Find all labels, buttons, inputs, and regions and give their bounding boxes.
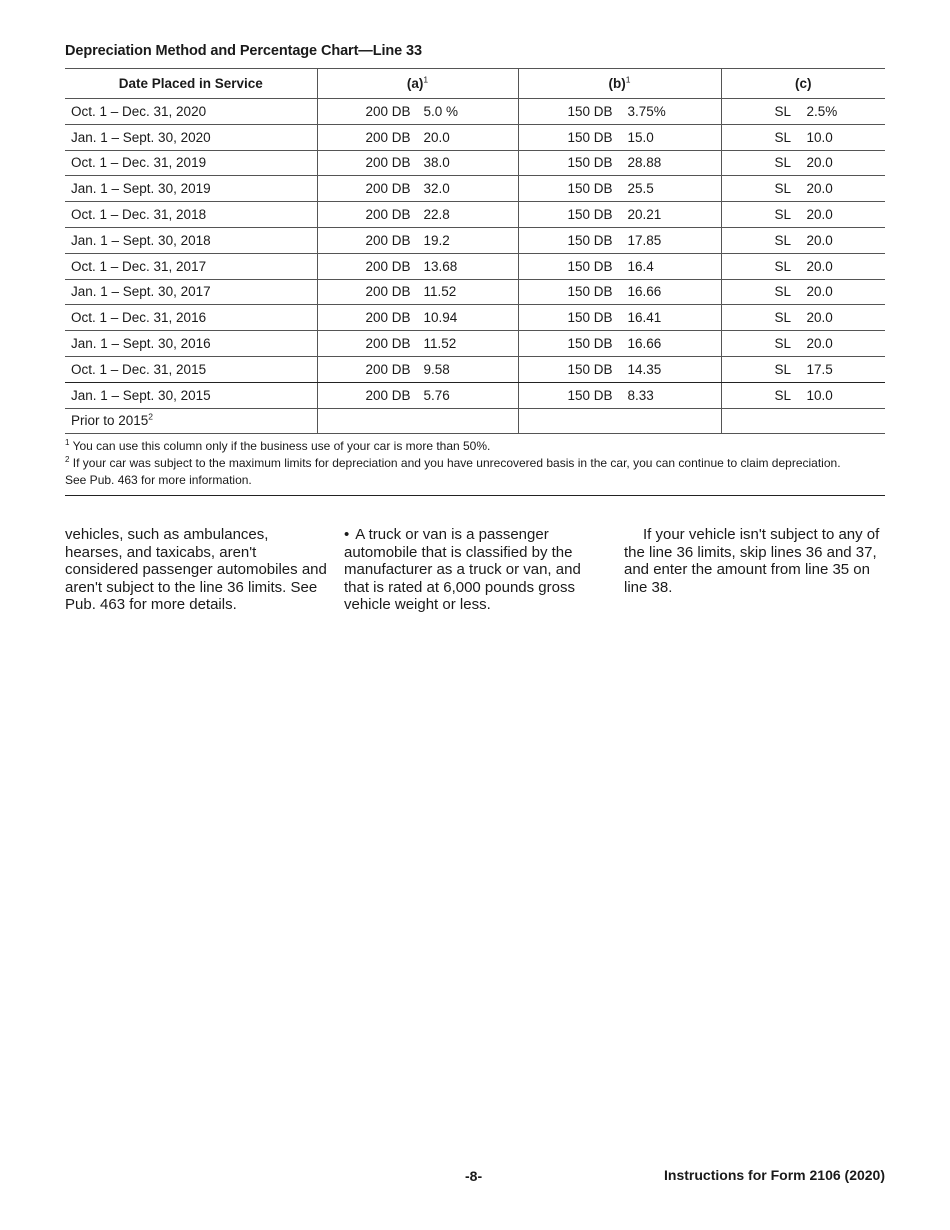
body-paragraph: If your vehicle isn't subject to any of the line 36 limits, skip lines 36 and 37, and enter the amount from line 35 on line 38. [624,526,880,596]
table-row [65,227,885,253]
percentage-value: 20.0 [423,129,450,145]
method-label: SL [774,155,792,171]
column-b-cell [518,99,721,125]
column-c-cell [721,331,885,357]
footnote-ref: 1 [423,74,429,85]
body-paragraph: • A truck or van is a passenger automobile that is classified by the manufacturer as a truck or van, and that is rated at 6,000 pounds gross vehicle weight or less. [344,526,581,613]
body-paragraph: vehicles, such as ambulances, hearses, and taxicabs, aren't considered passenger automobiles and aren't subject to the line 36 limits. See Pub. 463 for more details. [65,526,327,613]
depreciation-chart-table [65,68,885,434]
method-label: 150 DB [567,103,613,119]
method-label: 200 DB [365,181,411,197]
column-b-cell [518,331,721,357]
footnote-1: $^1$ You can use this column only if the business use of your car is more than 50%. [65,438,491,453]
percentage-value: 11.52 [423,284,457,300]
percentage-value: 19.2 [423,232,450,248]
percentage-value: 20.0 [806,155,833,171]
date-cell: Jan. 1 – Sept. 30, 2015 [65,382,317,408]
percentage-value: 15.0 [627,129,654,145]
column-c-cell [721,305,885,331]
percentage-value: 20.0 [806,207,833,223]
column-c-cell [721,150,885,176]
percentage-value: 20.0 [806,232,833,248]
percentage-value: 10.94 [423,310,458,326]
date-cell: Jan. 1 – Sept. 30, 2017 [65,279,317,305]
method-label: 150 DB [567,181,613,197]
date-cell: Jan. 1 – Sept. 30, 2018 [65,227,317,253]
column-a-cell [317,124,518,150]
method-label: 200 DB [365,258,411,274]
method-label: 200 DB [365,284,411,300]
body-column-2 [344,526,606,614]
bullet-icon: • [344,526,350,543]
percentage-value: 16.41 [627,310,662,326]
table-row [65,176,885,202]
percentage-value: 16.66 [627,336,662,352]
table-row [65,331,885,357]
percentage-value: 5.0 % [423,103,459,119]
percentage-value: 25.5 [627,181,654,197]
column-a-cell [317,305,518,331]
method-label: 150 DB [567,207,613,223]
date-cell: Oct. 1 – Dec. 31, 2017 [65,253,317,279]
method-label: 200 DB [365,155,411,171]
table-row [65,99,885,125]
column-a-cell [317,99,518,125]
percentage-value: 13.68 [423,258,458,274]
method-label: SL [774,181,792,197]
header-column-a: $(a)^1$ [317,69,518,99]
column-c-cell [721,356,885,382]
column-a-cell [317,279,518,305]
table-row [65,202,885,228]
percentage-value: 10.0 [806,129,833,145]
column-c-cell [721,99,885,125]
method-label: SL [774,387,792,403]
method-label: 200 DB [365,207,411,223]
date-cell: Jan. 1 – Sept. 30, 2016 [65,331,317,357]
percentage-value: 17.85 [627,232,662,248]
method-label: SL [774,310,792,326]
date-cell: Jan. 1 – Sept. 30, 2020 [65,124,317,150]
percentage-value: 17.5 [806,361,833,377]
column-a-cell [317,227,518,253]
date-cell: Oct. 1 – Dec. 31, 2016 [65,305,317,331]
footnote-2: $^2$ If your car was subject to the maximum limits for depreciation and you have unrecovered basis in the car, you can continue to claim depreciation. [65,455,841,470]
column-c-cell [721,227,885,253]
footnote-2-continued: See Pub. 463 for more information. [65,473,252,487]
percentage-value: 14.35 [627,361,662,377]
percentage-value: 38.0 [423,155,450,171]
column-a-cell [317,176,518,202]
body-column-1 [65,526,327,614]
percentage-value: 9.58 [423,361,450,377]
method-label: SL [774,284,792,300]
date-cell: Oct. 1 – Dec. 31, 2020 [65,99,317,125]
column-b-cell [518,202,721,228]
method-label: SL [774,232,792,248]
column-a-cell [317,331,518,357]
method-label: 150 DB [567,129,613,145]
method-label: SL [774,129,792,145]
method-label: 200 DB [365,387,411,403]
method-label: SL [774,103,792,119]
column-c-cell [721,202,885,228]
table-row [65,124,885,150]
table-row [65,408,885,434]
percentage-value: 28.88 [627,155,662,171]
percentage-value: 8.33 [627,387,654,403]
method-label: 150 DB [567,336,613,352]
percentage-value: 3.75% [627,103,666,119]
method-label: 200 DB [365,129,411,145]
column-b-cell [518,408,721,434]
method-label: SL [774,207,792,223]
header-date-placed: Date Placed in Service [65,69,317,99]
method-label: 200 DB [365,103,411,119]
column-b-cell [518,253,721,279]
column-c-cell [721,124,885,150]
column-b-cell [518,382,721,408]
percentage-value: 20.0 [806,181,833,197]
method-label: 150 DB [567,284,613,300]
column-b-cell [518,305,721,331]
footnote-ref: 1 [625,74,631,85]
percentage-value: 32.0 [423,181,450,197]
table-row [65,150,885,176]
footnote-ref: 2 [148,411,154,422]
table-header-row [65,69,885,99]
date-cell: Prior to 2015$^2$ [65,408,317,434]
table-footnotes [65,438,885,489]
method-label: 200 DB [365,361,411,377]
chart-title: Depreciation Method and Percentage Chart—Line 33 [65,43,422,59]
percentage-value: 20.0 [806,258,833,274]
column-b-cell [518,356,721,382]
column-a-cell [317,202,518,228]
column-b-cell [518,227,721,253]
date-cell: Oct. 1 – Dec. 31, 2018 [65,202,317,228]
column-a-cell [317,382,518,408]
column-c-cell [721,408,885,434]
percentage-value: 20.0 [806,284,833,300]
percentage-value: 20.0 [806,336,833,352]
date-cell: Jan. 1 – Sept. 30, 2019 [65,176,317,202]
table-row [65,382,885,408]
column-c-cell [721,253,885,279]
method-label: 150 DB [567,258,613,274]
percentage-value: 2.5% [806,103,838,119]
method-label: 150 DB [567,155,613,171]
percentage-value: 5.76 [423,387,450,403]
method-label: 200 DB [365,336,411,352]
percentage-value: 11.52 [423,336,457,352]
column-b-cell [518,279,721,305]
method-label: 150 DB [567,232,613,248]
column-a-cell [317,253,518,279]
method-label: 150 DB [567,310,613,326]
date-cell: Oct. 1 – Dec. 31, 2015 [65,356,317,382]
percentage-value: 10.0 [806,387,833,403]
body-column-3 [624,526,886,596]
column-b-cell [518,150,721,176]
method-label: 150 DB [567,387,613,403]
column-a-cell [317,150,518,176]
percentage-value: 16.66 [627,284,662,300]
header-column-b: $(b)^1$ [518,69,721,99]
method-label: 200 DB [365,232,411,248]
percentage-value: 16.4 [627,258,654,274]
table-row [65,305,885,331]
column-b-cell [518,176,721,202]
table-row [65,279,885,305]
method-label: SL [774,336,792,352]
table-row [65,356,885,382]
column-a-cell [317,408,518,434]
date-cell: Oct. 1 – Dec. 31, 2019 [65,150,317,176]
column-c-cell [721,382,885,408]
section-divider [65,495,885,496]
header-column-c: (c) [721,69,885,99]
footer-form-title: Instructions for Form 2106 (2020) [664,1167,885,1183]
column-c-cell [721,176,885,202]
method-label: SL [774,258,792,274]
column-c-cell [721,279,885,305]
column-a-cell [317,356,518,382]
percentage-value: 22.8 [423,207,450,223]
page-number: -8- [465,1168,483,1184]
percentage-value: 20.21 [627,207,662,223]
method-label: 200 DB [365,310,411,326]
percentage-value: 20.0 [806,310,833,326]
table-row [65,253,885,279]
column-b-cell [518,124,721,150]
method-label: 150 DB [567,361,613,377]
method-label: SL [774,361,792,377]
